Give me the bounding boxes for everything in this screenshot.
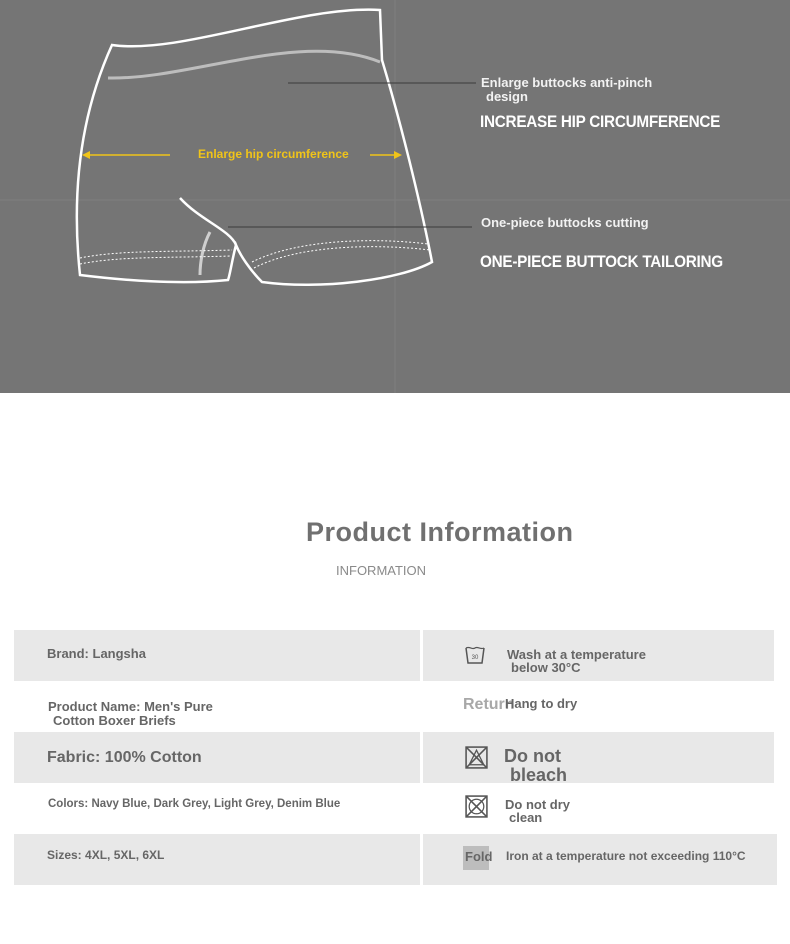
bleach-line2: bleach: [510, 765, 568, 785]
product-name-line2: Cotton Boxer Briefs: [53, 713, 176, 728]
svg-text:30: 30: [471, 655, 479, 661]
row-sizes: [14, 834, 420, 885]
product-info-title: Product Information: [306, 517, 574, 547]
row-fabric: [14, 732, 420, 783]
wash-line2: below 30°C: [511, 660, 581, 675]
hang-text: Hang to dry: [505, 696, 578, 711]
bleach-text: [504, 747, 567, 785]
wash-30-icon: [464, 644, 486, 666]
heading-one-piece-tailoring: ONE-PIECE BUTTOCK TAILORING: [480, 252, 723, 271]
row-hang: [423, 681, 774, 732]
no-dry-clean-icon: [464, 794, 489, 819]
return-overlay-text: Return: [463, 696, 515, 713]
callout-anti-pinch-line1: Enlarge buttocks anti-pinch: [481, 75, 653, 90]
row-wash: [423, 630, 774, 681]
dryclean-line1: Do not dry: [505, 797, 570, 812]
row-colors: [14, 783, 420, 834]
colors-text: Colors: Navy Blue, Dark Grey, Light Grey, Denim Blue: [48, 798, 341, 810]
row-product-name: [14, 681, 420, 732]
heading-increase-hip: INCREASE HIP CIRCUMFERENCE: [480, 112, 721, 131]
iron-text: Iron at a temperature not exceeding 110°C: [506, 849, 746, 863]
callout-anti-pinch-line2: design: [486, 89, 528, 104]
fabric-text: Fabric: 100% Cotton: [47, 749, 202, 766]
dryclean-text: [505, 798, 570, 824]
product-name-line1: Product Name: Men's Pure: [48, 699, 213, 714]
wash-text: [507, 648, 646, 674]
wash-line1: Wash at a temperature: [507, 647, 646, 662]
brand-text: Brand: Langsha: [47, 646, 146, 661]
fold-overlay-text: Fold: [465, 849, 493, 864]
no-bleach-icon: [464, 745, 489, 770]
callout-anti-pinch: [481, 76, 652, 104]
row-iron: [423, 834, 777, 885]
dryclean-line2: clean: [509, 810, 543, 825]
row-dryclean: [423, 783, 774, 834]
sizes-text: Sizes: 4XL, 5XL, 6XL: [47, 848, 165, 862]
callout-one-piece-cutting: One-piece buttocks cutting: [481, 215, 649, 230]
product-name-text: [48, 700, 213, 728]
boxer-diagram: [0, 0, 790, 393]
product-info-subtitle: INFORMATION: [336, 563, 427, 578]
hero-panel: [0, 0, 790, 393]
row-brand: [14, 630, 420, 681]
arrow-label-hip: Enlarge hip circumference: [198, 147, 349, 161]
row-bleach: [423, 732, 774, 783]
bleach-line1: Do not: [504, 746, 561, 766]
